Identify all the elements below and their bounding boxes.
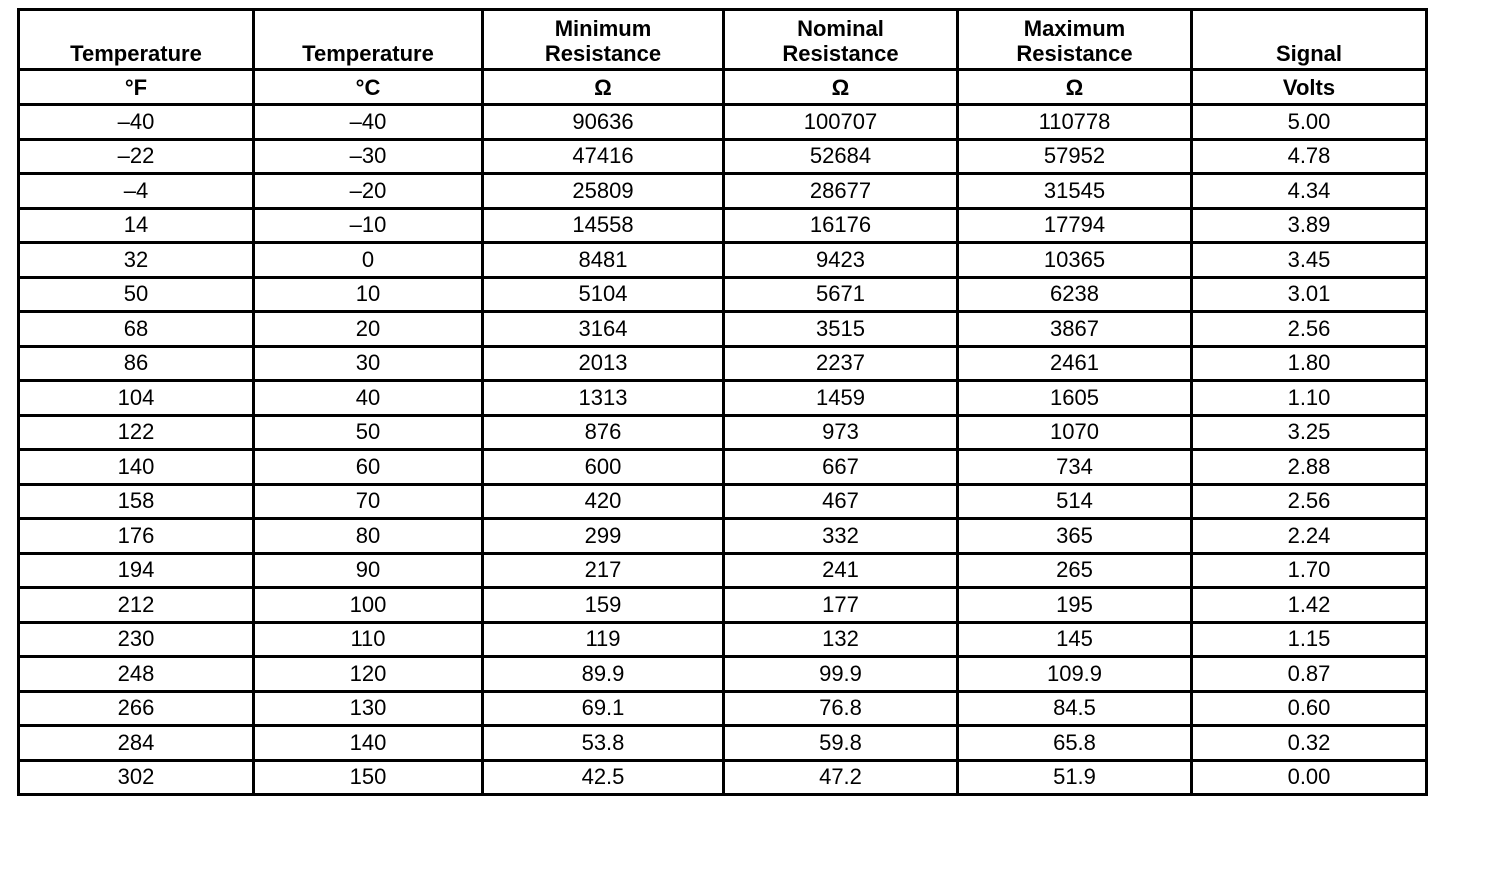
max-resistance-cell: 65.8 <box>958 726 1192 761</box>
nominal-resistance-cell: 332 <box>724 519 958 554</box>
signal-volts-cell: 1.80 <box>1192 346 1427 381</box>
max-resistance-cell: 1605 <box>958 381 1192 416</box>
table-row <box>19 243 1427 278</box>
resistance-table-sheet <box>17 8 1425 796</box>
header-temperature-f-line1: Temperature <box>70 41 202 66</box>
temp-c-cell: –20 <box>254 174 483 209</box>
header-signal <box>1192 10 1427 70</box>
temp-f-cell: 194 <box>19 553 254 588</box>
max-resistance-cell: 10365 <box>958 243 1192 278</box>
max-resistance-cell: 51.9 <box>958 760 1192 795</box>
max-resistance-cell: 365 <box>958 519 1192 554</box>
nominal-resistance-cell: 76.8 <box>724 691 958 726</box>
signal-volts-cell: 2.56 <box>1192 484 1427 519</box>
temp-c-cell: 0 <box>254 243 483 278</box>
header-minimum-resistance <box>483 10 724 70</box>
temp-f-cell: 122 <box>19 415 254 450</box>
temp-c-cell: 140 <box>254 726 483 761</box>
max-resistance-cell: 734 <box>958 450 1192 485</box>
max-resistance-cell: 1070 <box>958 415 1192 450</box>
nominal-resistance-cell: 241 <box>724 553 958 588</box>
temp-c-cell: 130 <box>254 691 483 726</box>
min-resistance-cell: 3164 <box>483 312 724 347</box>
table-row <box>19 588 1427 623</box>
nominal-resistance-cell: 132 <box>724 622 958 657</box>
unit-ohm-maximum: Ω <box>958 70 1192 105</box>
table-row <box>19 726 1427 761</box>
min-resistance-cell: 89.9 <box>483 657 724 692</box>
unit-fahrenheit: °F <box>19 70 254 105</box>
table-row <box>19 760 1427 795</box>
temp-f-cell: –40 <box>19 105 254 140</box>
table-row <box>19 105 1427 140</box>
signal-volts-cell: 0.32 <box>1192 726 1427 761</box>
min-resistance-cell: 159 <box>483 588 724 623</box>
nominal-resistance-cell: 100707 <box>724 105 958 140</box>
temp-c-cell: 90 <box>254 553 483 588</box>
temp-f-cell: 158 <box>19 484 254 519</box>
nominal-resistance-cell: 3515 <box>724 312 958 347</box>
min-resistance-cell: 2013 <box>483 346 724 381</box>
temp-f-cell: 104 <box>19 381 254 416</box>
max-resistance-cell: 109.9 <box>958 657 1192 692</box>
unit-ohm-nominal: Ω <box>724 70 958 105</box>
temp-c-cell: 120 <box>254 657 483 692</box>
temp-f-cell: 32 <box>19 243 254 278</box>
table-row <box>19 381 1427 416</box>
max-resistance-cell: 57952 <box>958 139 1192 174</box>
table-row <box>19 208 1427 243</box>
signal-volts-cell: 3.25 <box>1192 415 1427 450</box>
header-nominal-resistance-line1: Nominal <box>797 16 884 41</box>
signal-volts-cell: 4.78 <box>1192 139 1427 174</box>
table-row <box>19 277 1427 312</box>
nominal-resistance-cell: 667 <box>724 450 958 485</box>
nominal-resistance-cell: 47.2 <box>724 760 958 795</box>
signal-volts-cell: 2.24 <box>1192 519 1427 554</box>
nominal-resistance-cell: 9423 <box>724 243 958 278</box>
table-row <box>19 174 1427 209</box>
temp-f-cell: 50 <box>19 277 254 312</box>
temp-f-cell: 266 <box>19 691 254 726</box>
max-resistance-cell: 3867 <box>958 312 1192 347</box>
min-resistance-cell: 53.8 <box>483 726 724 761</box>
signal-volts-cell: 3.45 <box>1192 243 1427 278</box>
header-maximum-resistance-line1: Maximum <box>1023 16 1126 41</box>
header-nominal-resistance <box>724 10 958 70</box>
signal-volts-cell: 0.87 <box>1192 657 1427 692</box>
max-resistance-cell: 6238 <box>958 277 1192 312</box>
min-resistance-cell: 876 <box>483 415 724 450</box>
temp-f-cell: –22 <box>19 139 254 174</box>
temp-c-cell: 150 <box>254 760 483 795</box>
max-resistance-cell: 195 <box>958 588 1192 623</box>
temp-c-cell: 10 <box>254 277 483 312</box>
table-row <box>19 139 1427 174</box>
temp-c-cell: 70 <box>254 484 483 519</box>
max-resistance-cell: 110778 <box>958 105 1192 140</box>
signal-volts-cell: 5.00 <box>1192 105 1427 140</box>
nominal-resistance-cell: 52684 <box>724 139 958 174</box>
signal-volts-cell: 1.10 <box>1192 381 1427 416</box>
max-resistance-cell: 17794 <box>958 208 1192 243</box>
temp-c-cell: 40 <box>254 381 483 416</box>
table-row <box>19 657 1427 692</box>
min-resistance-cell: 299 <box>483 519 724 554</box>
signal-volts-cell: 3.01 <box>1192 277 1427 312</box>
temp-f-cell: 230 <box>19 622 254 657</box>
min-resistance-cell: 47416 <box>483 139 724 174</box>
signal-volts-cell: 1.42 <box>1192 588 1427 623</box>
table-body <box>19 105 1427 795</box>
nominal-resistance-cell: 16176 <box>724 208 958 243</box>
temp-f-cell: 284 <box>19 726 254 761</box>
table-row <box>19 622 1427 657</box>
header-row-units <box>19 70 1427 105</box>
min-resistance-cell: 119 <box>483 622 724 657</box>
signal-volts-cell: 2.88 <box>1192 450 1427 485</box>
header-maximum-resistance-line2: Resistance <box>1016 41 1133 66</box>
table-row <box>19 691 1427 726</box>
temp-f-cell: 68 <box>19 312 254 347</box>
min-resistance-cell: 217 <box>483 553 724 588</box>
nominal-resistance-cell: 177 <box>724 588 958 623</box>
header-minimum-resistance-line1: Minimum <box>554 16 652 41</box>
table-row <box>19 484 1427 519</box>
min-resistance-cell: 8481 <box>483 243 724 278</box>
max-resistance-cell: 31545 <box>958 174 1192 209</box>
min-resistance-cell: 5104 <box>483 277 724 312</box>
table-row <box>19 519 1427 554</box>
min-resistance-cell: 69.1 <box>483 691 724 726</box>
min-resistance-cell: 25809 <box>483 174 724 209</box>
min-resistance-cell: 14558 <box>483 208 724 243</box>
temp-f-cell: 176 <box>19 519 254 554</box>
table-row <box>19 450 1427 485</box>
signal-volts-cell: 4.34 <box>1192 174 1427 209</box>
temp-f-cell: 140 <box>19 450 254 485</box>
header-temperature-c <box>254 10 483 70</box>
table-row <box>19 415 1427 450</box>
temp-f-cell: 212 <box>19 588 254 623</box>
header-minimum-resistance-line2: Resistance <box>544 41 662 66</box>
temp-f-cell: 86 <box>19 346 254 381</box>
unit-volts: Volts <box>1192 70 1427 105</box>
min-resistance-cell: 600 <box>483 450 724 485</box>
max-resistance-cell: 145 <box>958 622 1192 657</box>
nominal-resistance-cell: 99.9 <box>724 657 958 692</box>
min-resistance-cell: 42.5 <box>483 760 724 795</box>
header-temperature-c-line1: Temperature <box>302 41 434 66</box>
min-resistance-cell: 420 <box>483 484 724 519</box>
max-resistance-cell: 2461 <box>958 346 1192 381</box>
temp-c-cell: 80 <box>254 519 483 554</box>
nominal-resistance-cell: 2237 <box>724 346 958 381</box>
temp-c-cell: 110 <box>254 622 483 657</box>
nominal-resistance-cell: 5671 <box>724 277 958 312</box>
min-resistance-cell: 1313 <box>483 381 724 416</box>
nominal-resistance-cell: 28677 <box>724 174 958 209</box>
temp-c-cell: –10 <box>254 208 483 243</box>
nominal-resistance-cell: 467 <box>724 484 958 519</box>
signal-volts-cell: 2.56 <box>1192 312 1427 347</box>
header-maximum-resistance <box>958 10 1192 70</box>
temp-c-cell: 100 <box>254 588 483 623</box>
temp-f-cell: 14 <box>19 208 254 243</box>
unit-ohm-minimum: Ω <box>483 70 724 105</box>
signal-volts-cell: 0.60 <box>1192 691 1427 726</box>
temp-c-cell: 50 <box>254 415 483 450</box>
signal-volts-cell: 1.15 <box>1192 622 1427 657</box>
temp-f-cell: –4 <box>19 174 254 209</box>
temp-c-cell: –30 <box>254 139 483 174</box>
header-temperature-f <box>19 10 254 70</box>
table-row <box>19 553 1427 588</box>
signal-volts-cell: 3.89 <box>1192 208 1427 243</box>
signal-volts-cell: 1.70 <box>1192 553 1427 588</box>
temp-c-cell: 30 <box>254 346 483 381</box>
max-resistance-cell: 84.5 <box>958 691 1192 726</box>
unit-celsius: °C <box>254 70 483 105</box>
nominal-resistance-cell: 1459 <box>724 381 958 416</box>
max-resistance-cell: 265 <box>958 553 1192 588</box>
temp-c-cell: 20 <box>254 312 483 347</box>
min-resistance-cell: 90636 <box>483 105 724 140</box>
table-row <box>19 346 1427 381</box>
signal-volts-cell: 0.00 <box>1192 760 1427 795</box>
temperature-resistance-table <box>17 8 1428 796</box>
table-row <box>19 312 1427 347</box>
temp-c-cell: –40 <box>254 105 483 140</box>
temp-f-cell: 248 <box>19 657 254 692</box>
max-resistance-cell: 514 <box>958 484 1192 519</box>
temp-f-cell: 302 <box>19 760 254 795</box>
header-nominal-resistance-line2: Resistance <box>782 41 899 66</box>
nominal-resistance-cell: 973 <box>724 415 958 450</box>
header-row-titles <box>19 10 1427 70</box>
header-signal-line1: Signal <box>1275 41 1342 66</box>
temp-c-cell: 60 <box>254 450 483 485</box>
nominal-resistance-cell: 59.8 <box>724 726 958 761</box>
